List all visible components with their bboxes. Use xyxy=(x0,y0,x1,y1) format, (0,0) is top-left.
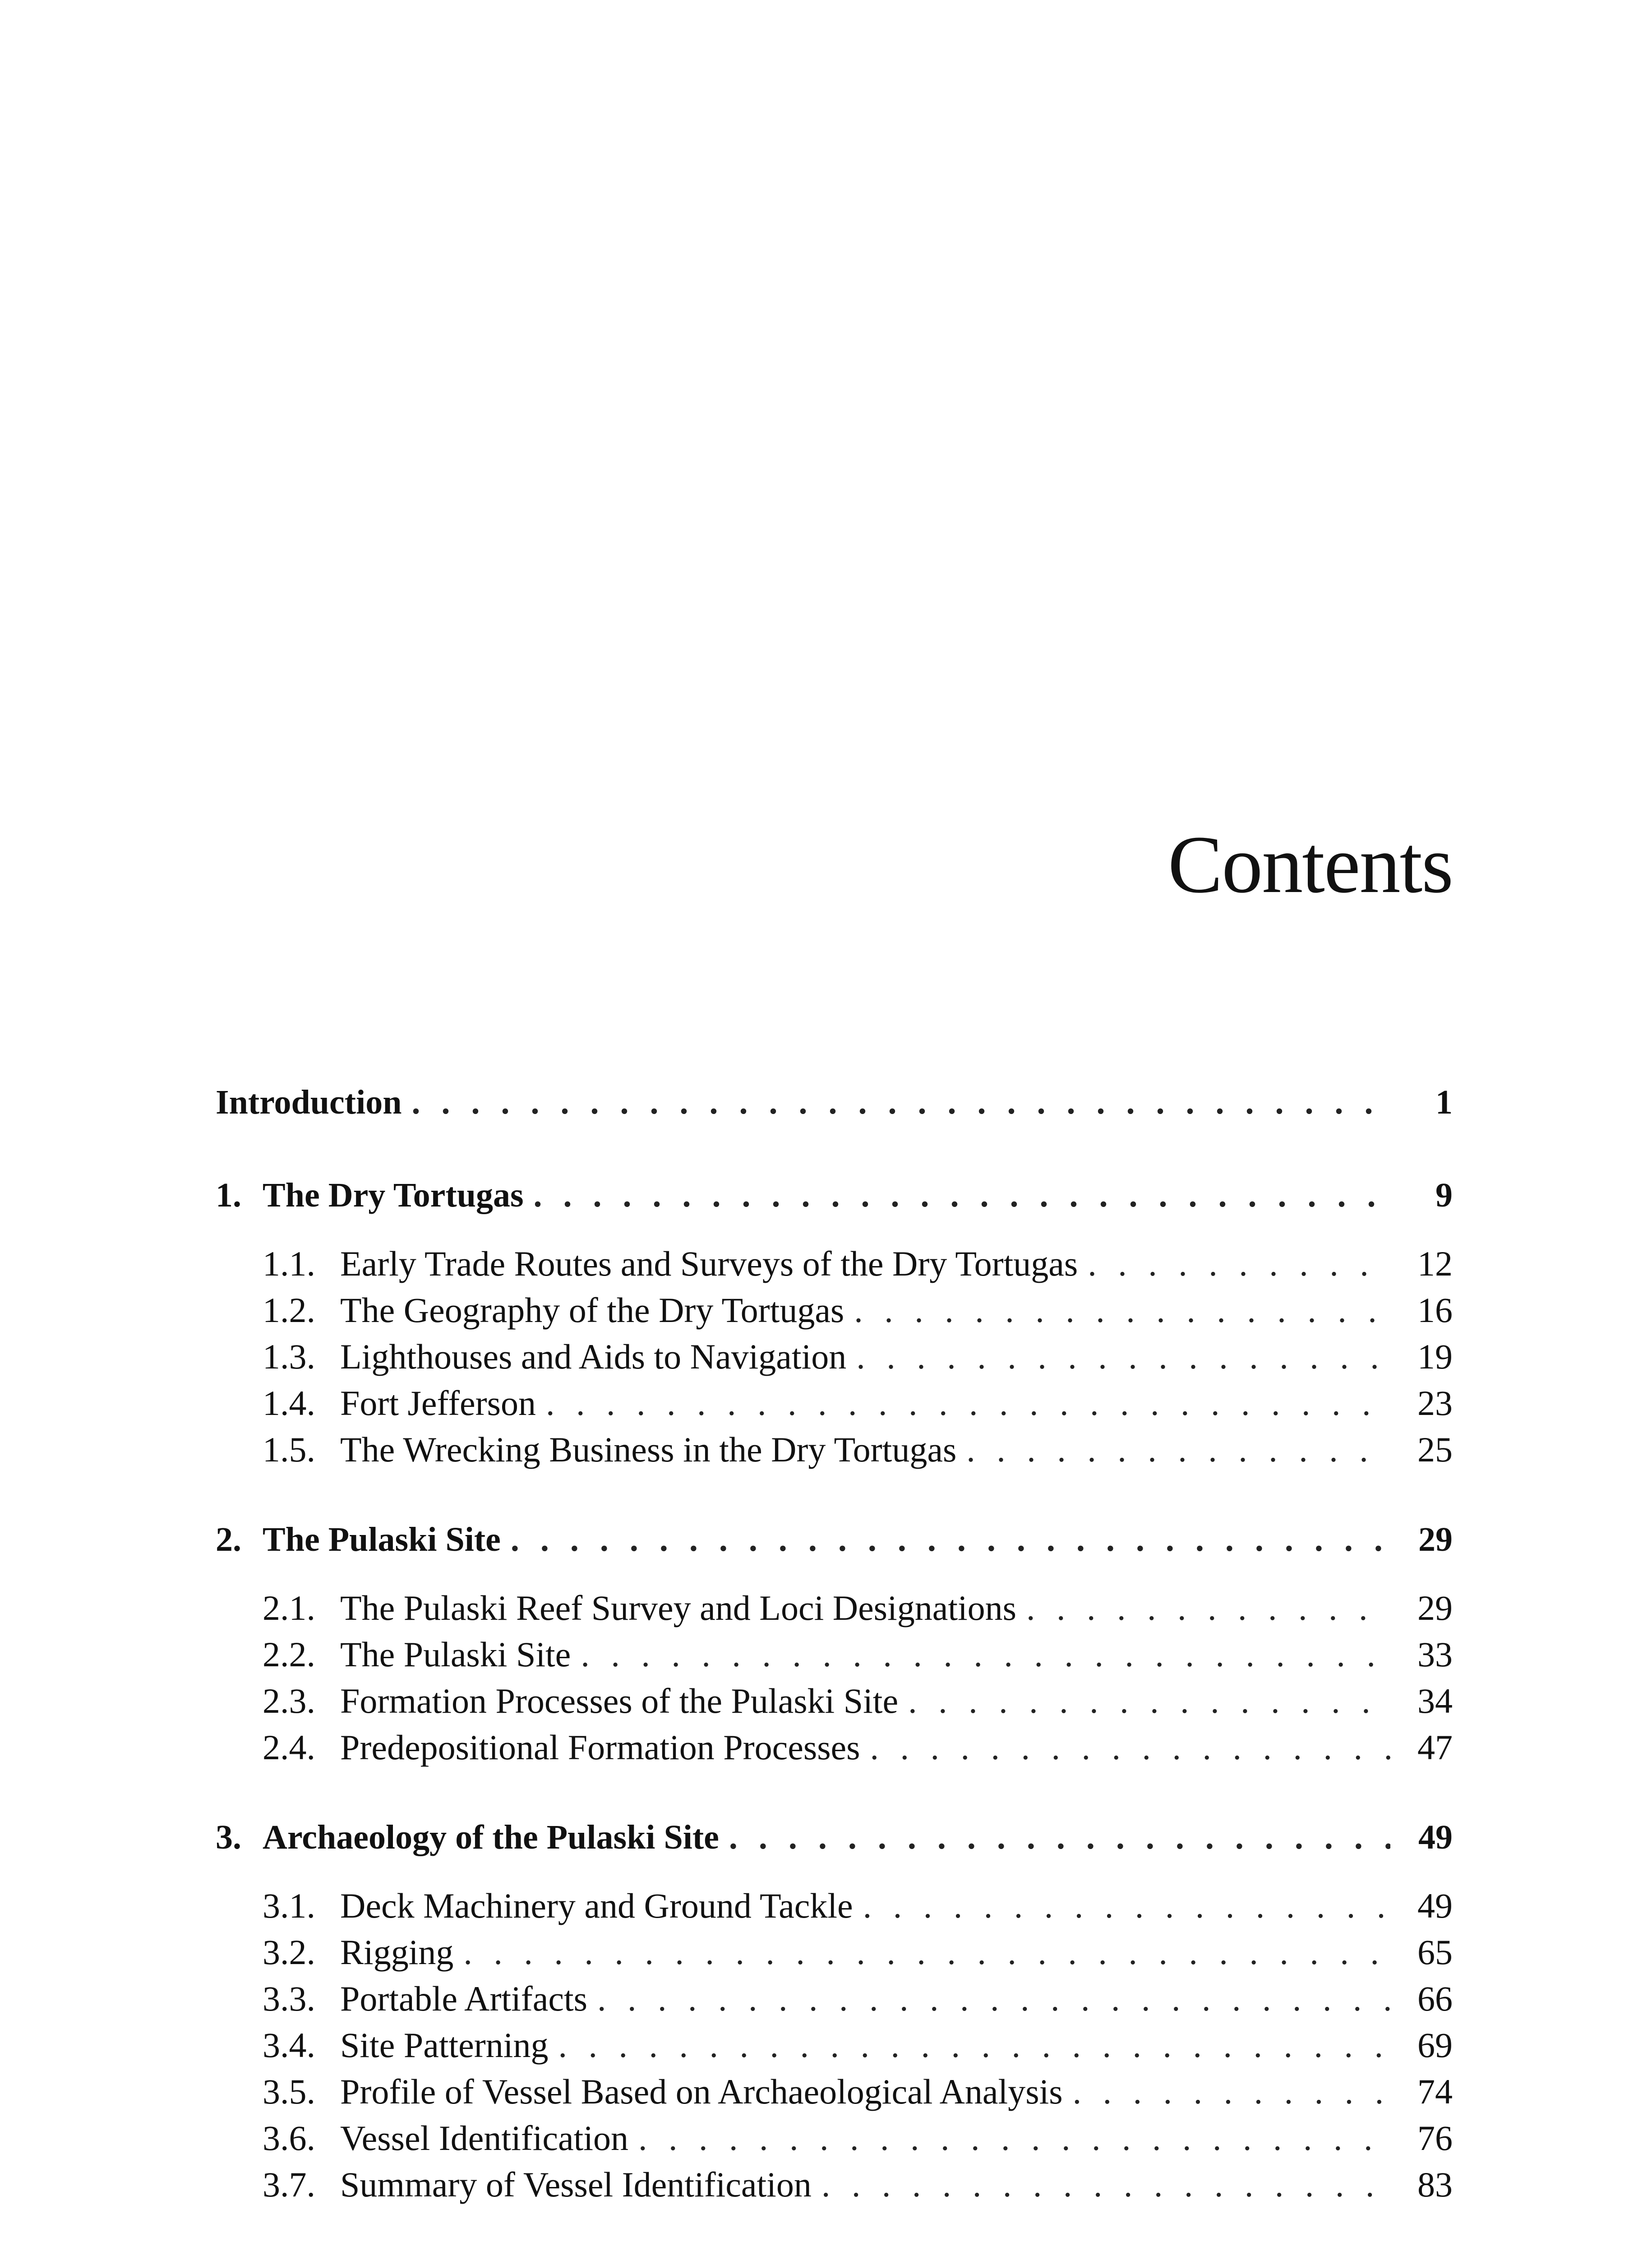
dot-leader xyxy=(729,1818,1390,1857)
chapter-number: 1. xyxy=(216,1176,241,1214)
dot-leader xyxy=(511,1520,1390,1559)
toc-page-number: 49 xyxy=(1418,1818,1453,1856)
section-title: Formation Processes of the Pulaski Site xyxy=(340,1681,899,1720)
section-number: 2.1. xyxy=(263,1588,315,1627)
section-title: Portable Artifacts xyxy=(340,1979,588,2018)
dot-leader xyxy=(597,1979,1390,2019)
toc-page-number: 76 xyxy=(1417,2118,1453,2158)
section-title: Site Patterning xyxy=(340,2025,549,2065)
toc-section-2-3[interactable] xyxy=(216,1681,1453,1727)
toc-section-1-5[interactable] xyxy=(216,1429,1453,1476)
toc-section-3-5[interactable] xyxy=(216,2071,1453,2118)
toc-chapter-2[interactable] xyxy=(216,1520,1453,1567)
toc-page-number: 19 xyxy=(1417,1337,1453,1376)
section-number: 3.4. xyxy=(263,2025,315,2065)
toc-page-number: 34 xyxy=(1417,1681,1453,1720)
toc-entry-label: Introduction xyxy=(216,1083,402,1121)
toc-page-number: 33 xyxy=(1417,1635,1453,1674)
toc-chapter-1[interactable] xyxy=(216,1176,1453,1223)
section-number: 3.3. xyxy=(263,1979,315,2018)
section-number: 1.3. xyxy=(263,1337,315,1376)
dot-leader xyxy=(463,1932,1390,1973)
section-title: Early Trade Routes and Surveys of the Dry Tortugas xyxy=(340,1244,1078,1283)
dot-leader xyxy=(1088,1244,1390,1284)
section-number: 3.2. xyxy=(263,1932,315,1972)
section-number: 1.4. xyxy=(263,1383,315,1423)
toc-section-3-4[interactable] xyxy=(216,2025,1453,2071)
toc-page-number: 12 xyxy=(1417,1244,1453,1283)
dot-leader xyxy=(863,1886,1390,1926)
dot-leader xyxy=(966,1429,1390,1470)
toc-page-number: 65 xyxy=(1417,1932,1453,1972)
section-title: Profile of Vessel Based on Archaeological Analysis xyxy=(340,2072,1063,2111)
toc-section-3-7[interactable] xyxy=(216,2164,1453,2211)
section-title: Vessel Identification xyxy=(340,2118,628,2158)
dot-leader xyxy=(821,2164,1390,2205)
section-number: 1.5. xyxy=(263,1430,315,1469)
section-number: 3.6. xyxy=(263,2118,315,2158)
toc-page-number: 29 xyxy=(1418,1521,1453,1558)
dot-leader xyxy=(534,1176,1390,1215)
toc-chapter-3[interactable] xyxy=(216,1818,1453,1865)
section-number: 2.4. xyxy=(263,1728,315,1767)
toc-section-2-4[interactable] xyxy=(216,1727,1453,1774)
dot-leader xyxy=(870,1727,1390,1768)
section-title: The Wrecking Business in the Dry Tortugas xyxy=(340,1430,957,1469)
toc-entry-introduction[interactable] xyxy=(216,1083,1453,1130)
section-number: 3.7. xyxy=(263,2165,315,2204)
section-number: 1.2. xyxy=(263,1290,315,1330)
section-title: Deck Machinery and Ground Tackle xyxy=(340,1886,853,1925)
page-title: Contents xyxy=(1167,819,1453,910)
toc-page-number: 1 xyxy=(1435,1083,1453,1121)
chapter-number: 2. xyxy=(216,1521,241,1558)
chapter-title: The Dry Tortugas xyxy=(263,1176,524,1214)
toc-section-2-1[interactable] xyxy=(216,1588,1453,1634)
toc-page-number: 9 xyxy=(1435,1176,1453,1214)
section-title: Lighthouses and Aids to Navigation xyxy=(340,1337,847,1376)
section-title: The Pulaski Reef Survey and Loci Designations xyxy=(340,1588,1017,1627)
table-of-contents xyxy=(216,1083,1453,2211)
chapter-title: Archaeology of the Pulaski Site xyxy=(263,1818,719,1856)
toc-page-number: 29 xyxy=(1417,1588,1453,1627)
toc-section-3-2[interactable] xyxy=(216,1932,1453,1979)
section-number: 2.3. xyxy=(263,1681,315,1720)
toc-page-number: 74 xyxy=(1417,2072,1453,2111)
section-title: Rigging xyxy=(340,1932,454,1972)
toc-section-2-2[interactable] xyxy=(216,1634,1453,1681)
section-number: 1.1. xyxy=(263,1244,315,1283)
dot-leader xyxy=(546,1383,1390,1424)
toc-page-number: 83 xyxy=(1417,2165,1453,2204)
section-number: 3.1. xyxy=(263,1886,315,1925)
dot-leader xyxy=(558,2025,1390,2066)
dot-leader xyxy=(908,1681,1390,1721)
toc-page-number: 16 xyxy=(1417,1290,1453,1330)
toc-page-number: 49 xyxy=(1417,1886,1453,1925)
section-number: 2.2. xyxy=(263,1635,315,1674)
toc-page-number: 66 xyxy=(1417,1979,1453,2018)
dot-leader xyxy=(1026,1588,1390,1628)
dot-leader xyxy=(638,2118,1390,2159)
section-title: The Geography of the Dry Tortugas xyxy=(340,1290,844,1330)
dot-leader xyxy=(411,1083,1390,1122)
toc-section-1-2[interactable] xyxy=(216,1290,1453,1336)
section-title: Summary of Vessel Identification xyxy=(340,2165,812,2204)
toc-section-1-4[interactable] xyxy=(216,1383,1453,1429)
section-number: 3.5. xyxy=(263,2072,315,2111)
toc-page-number: 23 xyxy=(1417,1383,1453,1423)
section-title: The Pulaski Site xyxy=(340,1635,571,1674)
toc-section-1-1[interactable] xyxy=(216,1244,1453,1290)
toc-page-number: 25 xyxy=(1417,1430,1453,1469)
chapter-number: 3. xyxy=(216,1818,241,1856)
section-title: Fort Jefferson xyxy=(340,1383,536,1423)
dot-leader xyxy=(854,1290,1390,1331)
section-title: Predepositional Formation Processes xyxy=(340,1728,860,1767)
toc-page-number: 69 xyxy=(1417,2025,1453,2065)
toc-section-3-3[interactable] xyxy=(216,1979,1453,2025)
dot-leader xyxy=(856,1336,1390,1377)
chapter-title: The Pulaski Site xyxy=(263,1521,501,1558)
toc-section-3-6[interactable] xyxy=(216,2118,1453,2164)
toc-section-1-3[interactable] xyxy=(216,1336,1453,1383)
dot-leader xyxy=(581,1634,1390,1675)
dot-leader xyxy=(1073,2071,1390,2112)
toc-section-3-1[interactable] xyxy=(216,1886,1453,1932)
toc-page-number: 47 xyxy=(1417,1728,1453,1767)
